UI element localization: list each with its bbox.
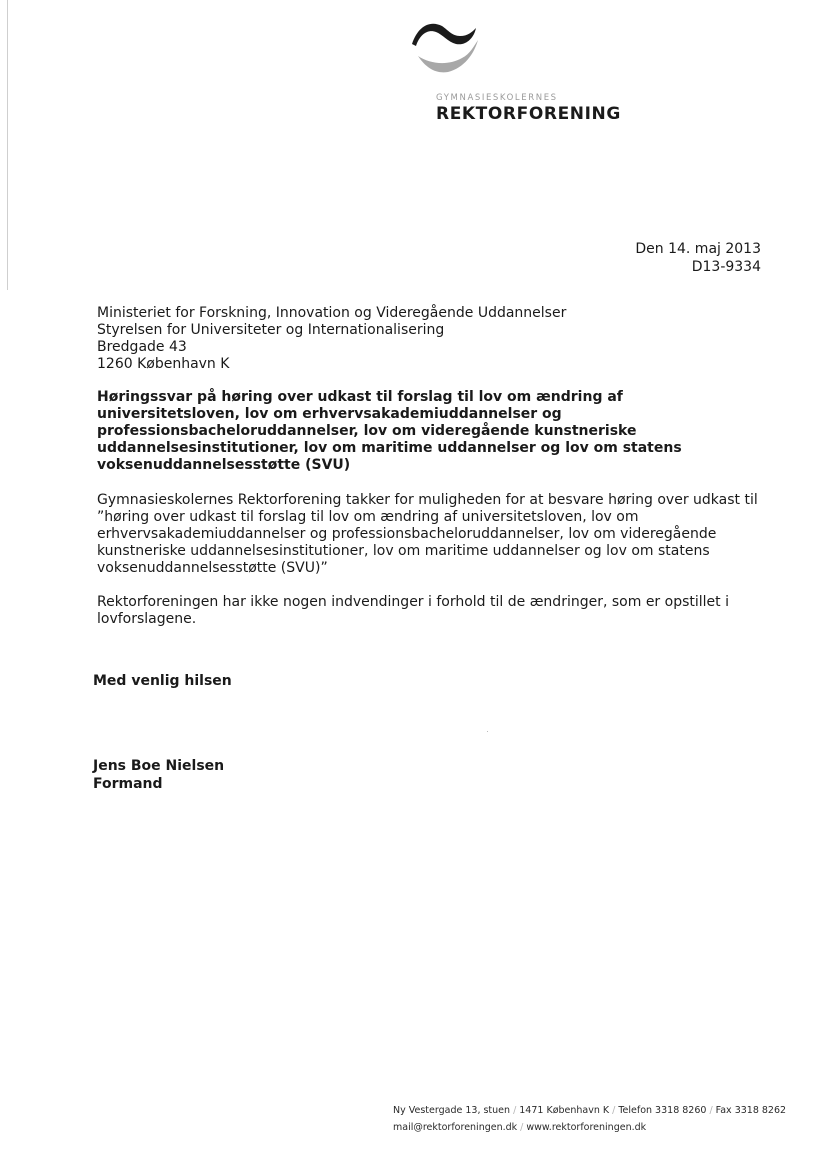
footer-phone: Telefon 3318 8260 — [618, 1105, 707, 1116]
separator: / — [520, 1122, 524, 1133]
swoosh-logo-icon — [408, 14, 478, 76]
org-name-line1: GYMNASIESKOLERNES — [436, 93, 558, 103]
footer-fax: Fax 3318 8262 — [715, 1105, 787, 1116]
footer-email-link[interactable]: mail@rektorforeningen.dk — [393, 1122, 518, 1133]
footer-contact — [393, 1102, 793, 1136]
footer-line-1 — [393, 1102, 793, 1119]
date-block — [635, 240, 761, 276]
letter-date: Den 14. maj 2013 — [635, 241, 761, 257]
body-paragraph: Gymnasieskolernes Rektorforening takker for muligheden for at besvare høring over udkast til ”høring over udkast til forslag til lov om ændring af universitetsloven, lov om erhvervsakademiuddannelser og professionsbacheloruddannelser, lov om videregående kunstneriske uddannelsesinstitutioner, lov om maritime uddannelser og lov om statens voksenuddannelsesstøtte (SVU)” — [97, 492, 758, 576]
scan-edge-line — [7, 0, 8, 290]
recipient-line: Styrelsen for Universiteter og Internationalisering — [97, 322, 445, 338]
footer-web-link[interactable]: www.rektorforeningen.dk — [526, 1122, 647, 1133]
signer-name: Jens Boe Nielsen — [93, 758, 225, 774]
reference-number: D13-9334 — [691, 259, 761, 275]
closing-greeting: Med venlig hilsen — [93, 673, 232, 689]
recipient-line: 1260 København K — [97, 356, 230, 372]
footer-address: Ny Vestergade 13, stuen — [393, 1105, 511, 1116]
body-paragraph: Rektorforeningen har ikke nogen indvendinger i forhold til de ændringer, som er opstillet i lovforslagene. — [97, 594, 729, 627]
footer-line-2 — [393, 1119, 793, 1136]
scan-speck — [487, 731, 488, 732]
subject-heading: Høringssvar på høring over udkast til forslag til lov om ændring af universitetsloven, lov om erhvervsakademiuddannelser og professionsbacheloruddannelser, lov om videregående kunstneriske uddannelsesinstitutioner, lov om maritime uddannelser og lov om statens voksenuddannelsesstøtte (SVU) — [97, 389, 682, 473]
signature-block — [93, 757, 224, 793]
signer-title: Formand — [93, 776, 163, 792]
recipient-line: Bredgade 43 — [97, 339, 187, 355]
separator: / — [709, 1105, 713, 1116]
recipient-line: Ministeriet for Forskning, Innovation og Videregående Uddannelser — [97, 305, 567, 321]
letterhead-logo — [400, 14, 630, 124]
recipient-address — [97, 305, 566, 373]
footer-city: 1471 København K — [519, 1105, 610, 1116]
separator: / — [513, 1105, 517, 1116]
separator: / — [612, 1105, 616, 1116]
org-name-line2: REKTORFORENING — [436, 104, 621, 124]
